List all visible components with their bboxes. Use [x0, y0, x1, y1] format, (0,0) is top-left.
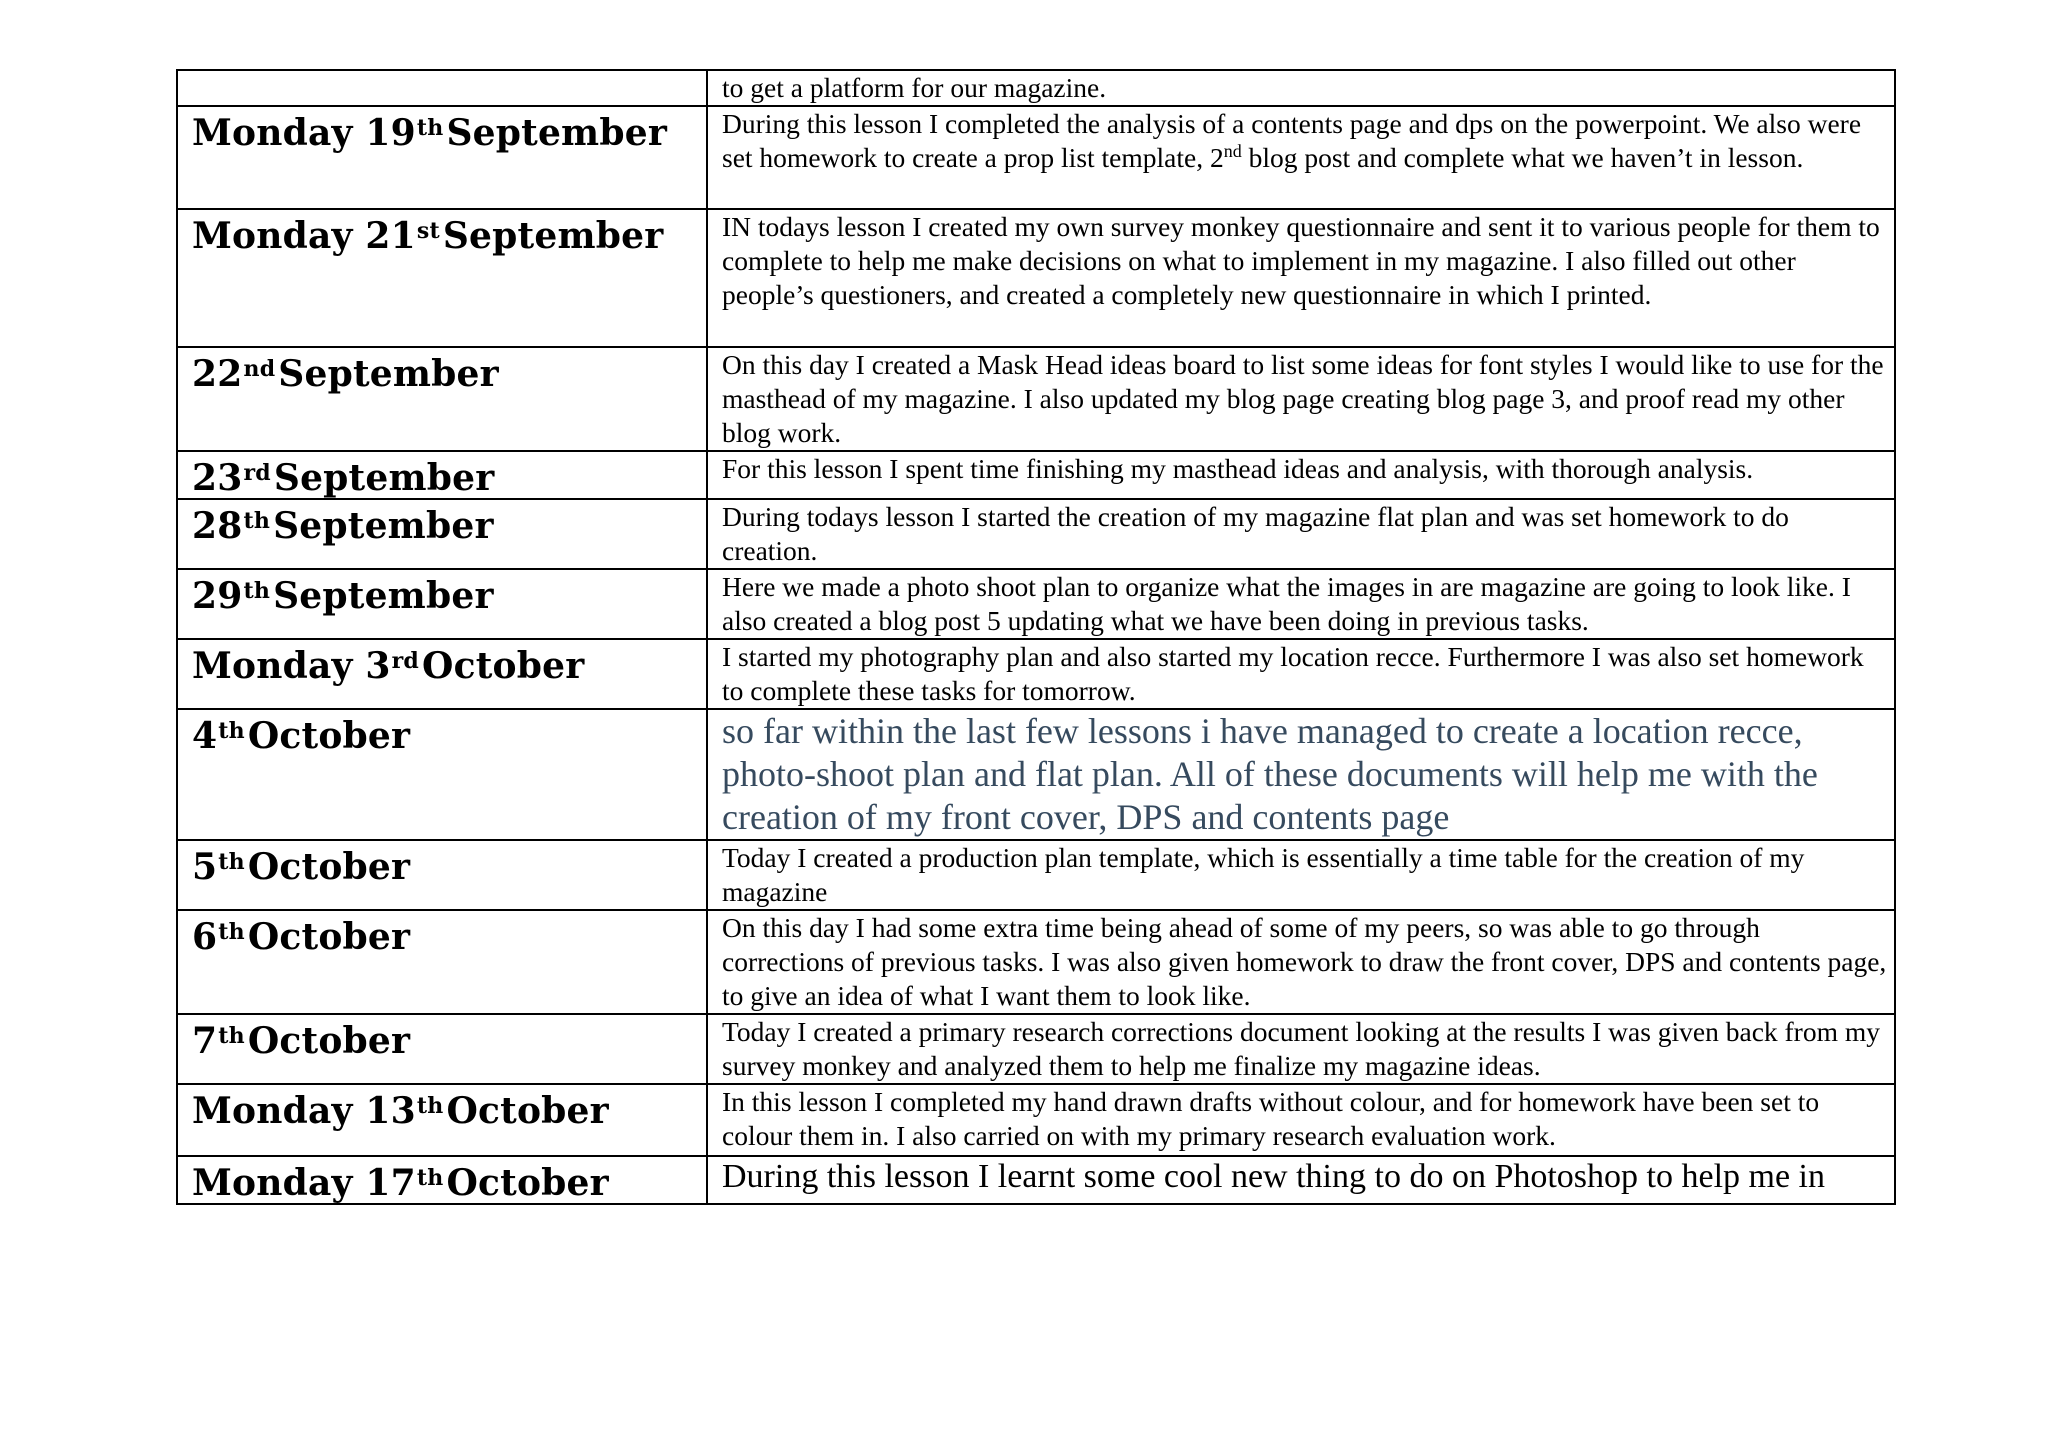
- date-cell: 28thSeptember: [177, 499, 707, 569]
- note-text: IN todays lesson I created my own survey monkey questionnaire and sent it to various people for them to complete to help me make decisions on what to implement in my magazine. I also filled out other people’s questioners, and created a completely new questionnaire in which I printed.: [722, 211, 1880, 310]
- table-row: [177, 639, 1895, 709]
- note-text: Today I created a primary research corrections document looking at the results I was given back from my survey monkey and analyzed them to help me finalize my magazine ideas.: [722, 1016, 1880, 1081]
- note-text: During todays lesson I started the creation of my magazine flat plan and was set homework to do creation.: [722, 501, 1789, 566]
- note-text: I started my photography plan and also started my location recce. Furthermore I was also set homework to complete these tasks for tomorrow.: [722, 641, 1864, 706]
- table-row: [177, 106, 1895, 209]
- date-cell: Monday 17thOctober: [177, 1156, 707, 1204]
- note-text: Today I created a production plan template, which is essentially a time table for the creation of my magazine: [722, 842, 1805, 907]
- note-text: to get a platform for our magazine.: [722, 72, 1107, 103]
- table-row: [177, 840, 1895, 910]
- table-row: [177, 709, 1895, 840]
- table-row: [177, 70, 1895, 106]
- table-row: [177, 451, 1895, 499]
- note-cell: [707, 639, 1895, 709]
- note-cell: [707, 347, 1895, 451]
- note-cell: [707, 1084, 1895, 1156]
- table-row: [177, 209, 1895, 347]
- date-cell: Monday 13thOctober: [177, 1084, 707, 1156]
- note-cell: [707, 499, 1895, 569]
- date-cell: 22ndSeptember: [177, 347, 707, 451]
- date-cell: 23rdSeptember: [177, 451, 707, 499]
- note-cell: During this lesson I completed the analysis of a contents page and dps on the powerpoint. We also were set homework to create a prop list template, 2nd blog post and complete what we haven’t in lesson.: [707, 106, 1895, 209]
- date-cell: Monday 19thSeptember: [177, 106, 707, 209]
- note-cell: [707, 1156, 1895, 1204]
- note-cell: [707, 209, 1895, 347]
- table-row: [177, 1084, 1895, 1156]
- table-row: [177, 499, 1895, 569]
- lesson-log-table: [176, 69, 1896, 1205]
- table-row: [177, 910, 1895, 1014]
- table-row: [177, 569, 1895, 639]
- note-cell: [707, 1014, 1895, 1084]
- date-cell: Monday 21stSeptember: [177, 209, 707, 347]
- table-row: [177, 1156, 1895, 1204]
- note-cell: [707, 840, 1895, 910]
- table-row: [177, 1014, 1895, 1084]
- date-cell: Monday 3rdOctober: [177, 639, 707, 709]
- note-text: On this day I created a Mask Head ideas board to list some ideas for font styles I would like to use for the masthead of my magazine. I also updated my blog page creating blog page 3, and proof read my other blog work.: [722, 349, 1884, 448]
- date-cell: 29thSeptember: [177, 569, 707, 639]
- note-cell: [707, 709, 1895, 840]
- date-cell: 6thOctober: [177, 910, 707, 1014]
- date-cell: 7thOctober: [177, 1014, 707, 1084]
- note-text: On this day I had some extra time being ahead of some of my peers, so was able to go through corrections of previous tasks. I was also given homework to draw the front cover, DPS and contents page, to give an idea of what I want them to look like.: [722, 912, 1887, 1011]
- note-text: so far within the last few lessons i have managed to create a location recce, photo-shoot plan and flat plan. All of these documents will help me with the creation of my front cover, DPS and contents page: [722, 711, 1818, 837]
- date-cell: 5thOctober: [177, 840, 707, 910]
- note-cell: [707, 569, 1895, 639]
- note-text: During this lesson I learnt some cool new thing to do on Photoshop to help me in: [722, 1158, 1826, 1195]
- date-cell: 4thOctober: [177, 709, 707, 840]
- note-cell: [707, 70, 1895, 106]
- note-text: Here we made a photo shoot plan to organize what the images in are magazine are going to look like. I also created a blog post 5 updating what we have been doing in previous tasks.: [722, 571, 1851, 636]
- note-cell: [707, 910, 1895, 1014]
- note-cell: [707, 451, 1895, 499]
- note-text: In this lesson I completed my hand drawn drafts without colour, and for homework have been set to colour them in. I also carried on with my primary research evaluation work.: [722, 1086, 1820, 1151]
- note-text: For this lesson I spent time finishing my masthead ideas and analysis, with thorough analysis.: [722, 453, 1754, 484]
- date-cell: [177, 70, 707, 106]
- table-row: [177, 347, 1895, 451]
